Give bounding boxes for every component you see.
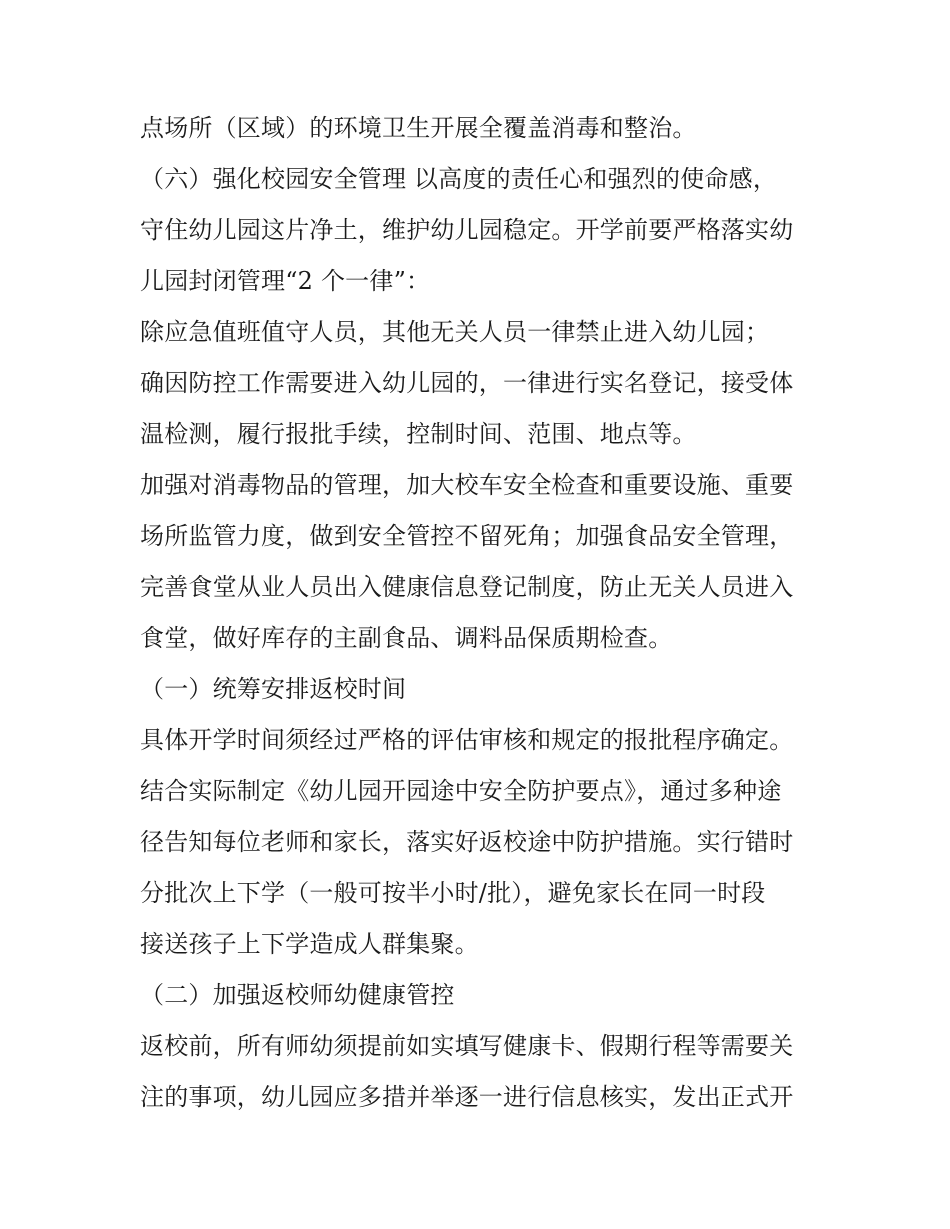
text-line-13: 具体开学时间须经过严格的评估审核和规定的报批程序确定。	[140, 726, 794, 754]
section-heading-1: （一）统筹安排返校时间	[140, 675, 407, 703]
text-line-3: 守住幼儿园这片净土，维护幼儿园稳定。开学前要严格落实幼	[140, 216, 794, 244]
section-heading-2: （二）加强返校师幼健康管控	[140, 981, 455, 1009]
text-line-4: 儿园封闭管理“2 个一律”：	[140, 267, 431, 295]
text-line-10: 完善食堂从业人员出入健康信息登记制度，防止无关人员进入	[140, 573, 794, 601]
text-line-7: 温检测，履行报批手续，控制时间、范围、地点等。	[140, 420, 697, 448]
text-line-16: 分批次上下学（一般可按半小时/批），避免家长在同一时段	[140, 879, 766, 907]
text-line-20: 注的事项，幼儿园应多措并举逐一进行信息核实，发出正式开	[140, 1083, 794, 1111]
text-line-11: 食堂，做好库存的主副食品、调料品保质期检查。	[140, 624, 673, 652]
text-line-15: 径告知每位老师和家长，落实好返校途中防护措施。实行错时	[140, 828, 794, 856]
text-line-1: 点场所（区域）的环境卫生开展全覆盖消毒和整治。	[140, 114, 697, 142]
text-line-9: 场所监管力度，做到安全管控不留死角；加强食品安全管理，	[140, 522, 794, 550]
text-line-8: 加强对消毒物品的管理，加大校车安全检查和重要设施、重要	[140, 471, 794, 499]
text-line-14: 结合实际制定《幼儿园开园途中安全防护要点》，通过多种途	[140, 777, 782, 805]
text-line-6: 确因防控工作需要进入幼儿园的，一律进行实名登记，接受体	[140, 369, 794, 397]
text-line-17: 接送孩子上下学造成人群集聚。	[140, 930, 479, 958]
section-heading-6: （六）强化校园安全管理 以高度的责任心和强烈的使命感，	[140, 165, 778, 193]
text-line-5: 除应急值班值守人员，其他无关人员一律禁止进入幼儿园；	[140, 318, 770, 346]
text-line-19: 返校前，所有师幼须提前如实填写健康卡、假期行程等需要关	[140, 1032, 794, 1060]
